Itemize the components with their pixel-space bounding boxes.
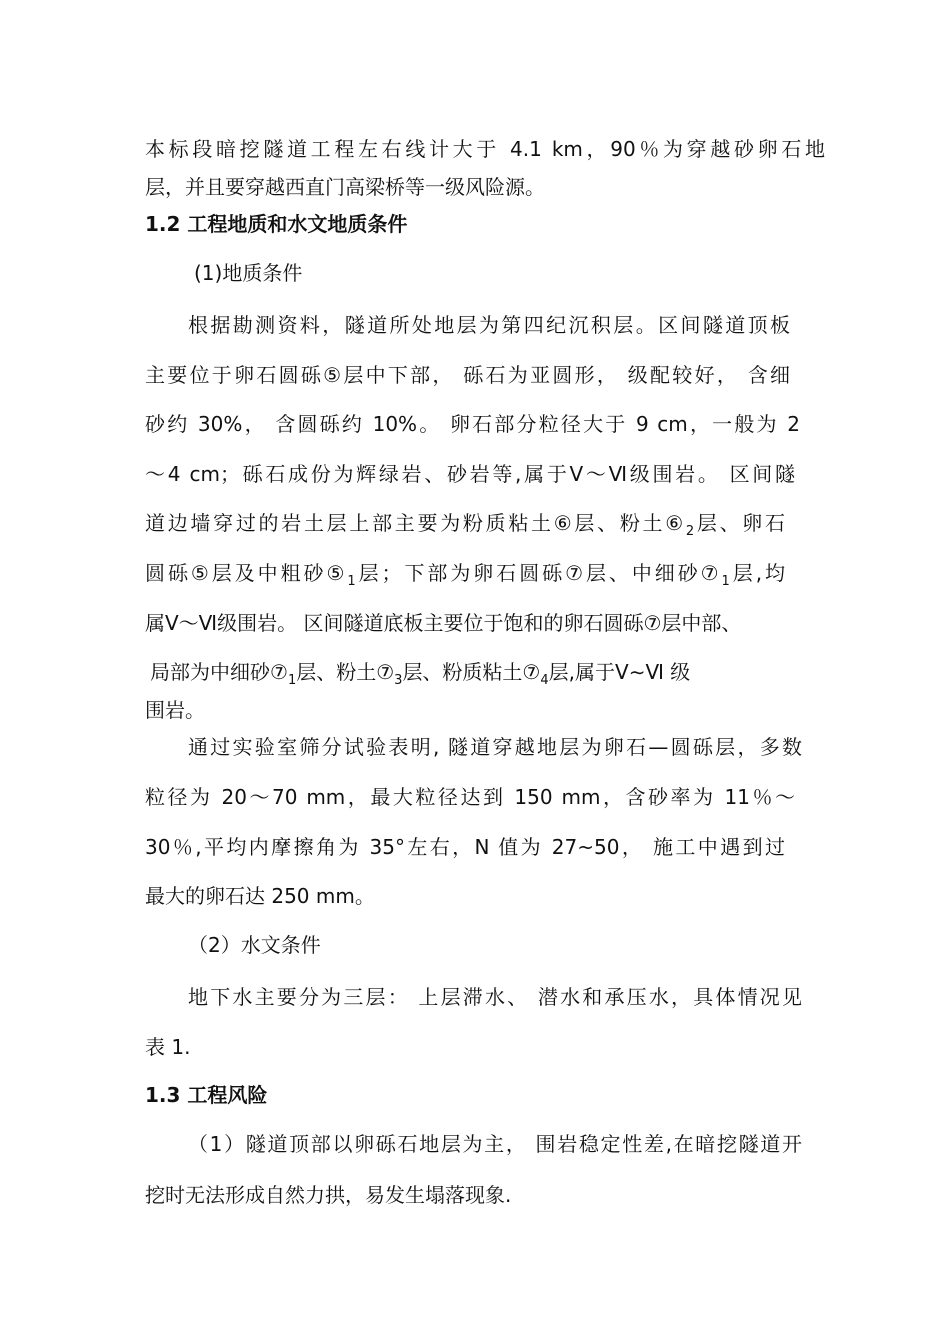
paragraph-line: 层，并且要穿越西直门高梁桥等一级风险源。 <box>145 175 545 199</box>
paragraph-line: 圆砾⑤层及中粗砂$⑤_1$层；下部为卵石圆砾⑦层、中细砂$⑦_1$层,均 <box>145 561 786 589</box>
paragraph-line: 地下水主要分为三层： 上层滞水、 潜水和承压水，具体情况见 <box>188 985 802 1009</box>
paragraph-line: ～4 cm；砾石成份为辉绿岩、砂岩等,属于Ⅴ～Ⅵ级围岩。 区间隧 <box>145 462 795 486</box>
paragraph-line: 挖时无法形成自然力拱，易发生塌落现象. <box>145 1183 512 1207</box>
section-heading-1-2 <box>145 211 825 237</box>
section-heading-1-3 <box>145 1082 825 1108</box>
paragraph-line: （1）隧道顶部以卵砾石地层为主， 围岩稳定性差,在暗挖隧道开 <box>188 1132 802 1156</box>
subheading-hydrology: （2）水文条件 <box>188 933 321 957</box>
paragraph-line: 本标段暗挖隧道工程左右线计大于 4.1 km，90％为穿越砂卵石地 <box>145 137 825 161</box>
paragraph-line: 主要位于卵石圆砾⑤层中下部， 砾石为亚圆形， 级配较好， 含细 <box>145 363 790 387</box>
paragraph-line: 砂约 30%， 含圆砾约 10%。 卵石部分粒径大于 9 cm，一般为 2 <box>145 412 800 436</box>
paragraph-line: 最大的卵石达 250 mm。 <box>145 884 375 908</box>
heading-number: 1.3 <box>145 1083 181 1107</box>
paragraph-line: 表 1. <box>145 1035 191 1059</box>
paragraph-line: 道边墙穿过的岩土层上部主要为粉质粘土⑥层、粉土$⑥_2$层、卵石 <box>145 511 786 539</box>
subheading-geology: (1)地质条件 <box>194 261 303 285</box>
paragraph-line: 根据勘测资料，隧道所处地层为第四纪沉积层。区间隧道顶板 <box>188 313 790 337</box>
heading-title: 工程地质和水文地质条件 <box>187 212 408 236</box>
paragraph-line: 通过实验室筛分试验表明, 隧道穿越地层为卵石—圆砾层，多数 <box>188 735 802 759</box>
paragraph-line: 粒径为 20～70 mm，最大粒径达到 150 mm，含砂率为 11％～ <box>145 785 795 809</box>
paragraph-line: 属Ⅴ～Ⅵ级围岩。 区间隧道底板主要位于饱和的卵石圆砾⑦层中部、 <box>145 611 742 635</box>
heading-title: 工程风险 <box>187 1083 268 1107</box>
paragraph-line: 围岩。 <box>145 698 205 722</box>
heading-number: 1.2 <box>145 212 181 236</box>
paragraph-line: 30％,平均内摩擦角为 35°左右，N 值为 27~50， 施工中遇到过 <box>145 835 785 859</box>
paragraph-line: 局部为中细砂$⑦_1$层、粉土$⑦_3$层、粉质粘土$⑦_4$层,属于Ⅴ∼Ⅵ 级 <box>150 660 691 688</box>
